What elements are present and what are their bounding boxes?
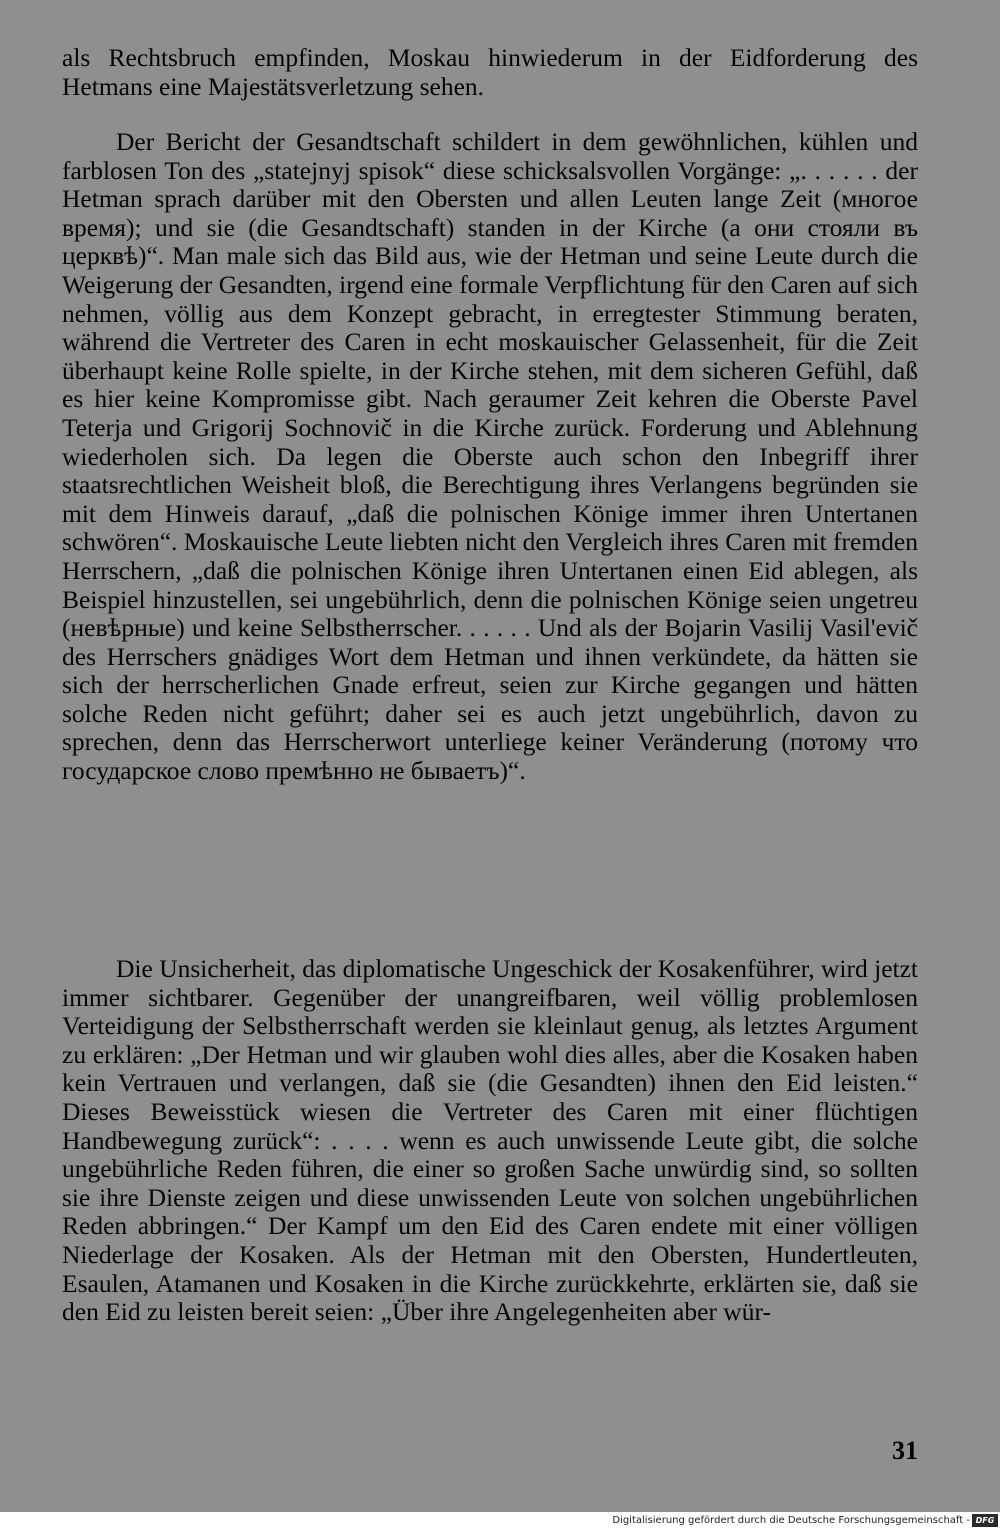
digitization-footer	[0, 1512, 1000, 1530]
paragraph-text: Die Unsicherheit, das diplomatische Ungeschick der Kosakenführer, wird jetzt immer sichtbarer. Gegenüber der unangreifbaren, weil völlig problemlosen Verteidigung der Selbstherrschaft werden sie kleinlaut genug, als letztes Argument zu erklären: „Der Hetman und wir glauben wohl dies alles, aber die Kosaken haben kein Vertrauen und verlangen, daß sie (die Gesandten) ihnen den Eid leisten.“ Dieses Beweisstück wiesen die Vertreter des Caren mit einer flüchtigen Handbewegung zurück“: . . . . wenn es auch unwissende Leute gibt, die solche ungebührliche Reden führen, die einer so großen Sache unwürdig sind, so sollten sie ihre Dienste zeigen und diese unwissenden Leute von solchen ungebührlichen Reden abbringen.“ Der Kampf um den Eid des Caren endete mit einer völligen Niederlage der Kosaken. Als der Hetman mit den Obersten, Hundertleuten, Esaulen, Atamanen und Kosaken in die Kirche zurückkehrte, erklärten sie, daß sie den Eid zu leisten bereit seien: „Über ihre Angelegenheiten aber wür-	[62, 954, 918, 1327]
paragraph-1	[62, 44, 918, 101]
dfg-logo-icon: DFG	[972, 1514, 998, 1527]
paragraph-2	[62, 128, 918, 786]
page-number: 31	[892, 1436, 918, 1465]
paragraph-text: als Rechtsbruch empfinden, Moskau hinwiederum in der Eidforderung des Hetmans eine Majestätsverletzung sehen.	[62, 43, 918, 101]
paragraph-3	[62, 955, 918, 1327]
footer-credit: Digitalisierung gefördert durch die Deutsche Forschungsgemeinschaft -	[612, 1515, 970, 1526]
paragraph-text: Der Bericht der Gesandtschaft schildert in dem gewöhnlichen, kühlen und farblosen Ton des „statejnyj spisok“ diese schicksalsvollen Vorgänge: „. . . . . . der Hetman sprach darüber mit den Obersten und allen Leuten lange Zeit (многое время); und sie (die Gesandtschaft) standen in der Kirche (а они стояли въ церквѣ)“. Man male sich das Bild aus, wie der Hetman und seine Leute durch die Weigerung der Gesandten, irgend eine formale Verpflichtung für den Caren auf sich nehmen, völlig aus dem Konzept gebracht, in erregtester Stimmung beraten, während die Vertreter des Caren in echt moskauischer Gelassenheit, für die Zeit überhaupt keine Rolle spielte, in der Kirche stehen, mit dem sicheren Gefühl, daß es hier keine Kompromisse gibt. Nach geraumer Zeit kehren die Oberste Pavel Teterja und Grigorij Sochnovič in die Kirche zurück. Forderung und Ablehnung wiederholen sich. Da legen die Oberste auch schon den Inbegriff ihrer staatsrechtlichen Weisheit bloß, die Berechtigung ihres Verlangens begründen sie mit dem Hinweis darauf, „daß die polnischen Könige immer ihren Untertanen schwören“. Moskauische Leute liebten nicht den Vergleich ihres Caren mit fremden Herrschern, „daß die polnischen Könige ihren Untertanen einen Eid ablegen, als Beispiel hinzustellen, sei ungebührlich, denn die polnischen Könige seien ungetreu (невѣрные) und keine Selbstherrscher. . . . . . Und als der Bojarin Vasilij Vasil'evič des Herrschers gnädiges Wort dem Hetman und ihnen verkündete, da hätten sie sich der herrscherlichen Gnade erfreut, seien zur Kirche gegangen und hätten solche Reden nicht geführt; daher sei es auch jetzt ungebührlich, davon zu sprechen, denn das Herrscherwort unterliege keiner Veränderung (потому что государское слово премѣнно не бываетъ)“.	[62, 127, 918, 786]
